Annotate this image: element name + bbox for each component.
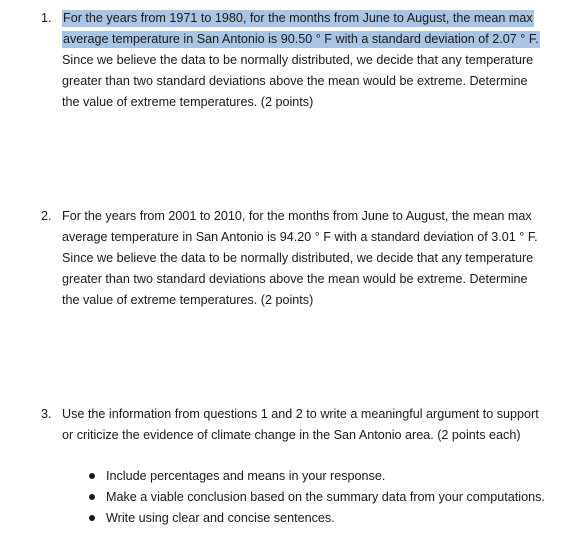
question-2-line-1: For the years from 2001 to 2010, for the months from June to August, the mean max: [62, 209, 532, 223]
question-1-line-2-selected[interactable]: average temperature in San Antonio is 90.50 ° F with a standard deviation of 2.07 ° F.: [63, 32, 539, 46]
question-1-line-4: greater than two standard deviations above the mean would be extreme. Determine: [62, 74, 528, 88]
question-1-text: [62, 8, 582, 113]
question-2-text: [62, 206, 582, 311]
question-2-line-3: Since we believe the data to be normally distributed, we decide that any temperature: [62, 251, 534, 265]
question-1-line-2[interactable]: [62, 29, 582, 50]
question-2-line-4: greater than two standard deviations above the mean would be extreme. Determine: [62, 272, 528, 286]
question-1-line-1-selected[interactable]: For the years from 1971 to 1980, for the months from June to August, the mean max: [63, 11, 533, 25]
question-2-line-5: the value of extreme temperatures. (2 points): [62, 293, 314, 307]
bullet-dot-icon: [89, 494, 95, 500]
bullet-text: Write using clear and concise sentences.: [106, 511, 335, 525]
question-2-line-2: average temperature in San Antonio is 94.20 ° F with a standard deviation of 3.01 ° F.: [62, 230, 538, 244]
bullet-item: [0, 466, 588, 487]
question-3-line-2: or criticize the evidence of climate change in the San Antonio area. (2 points each): [62, 428, 521, 442]
question-1-line-5: the value of extreme temperatures. (2 points): [62, 95, 314, 109]
question-1-line-3: Since we believe the data to be normally distributed, we decide that any temperature: [62, 53, 534, 67]
question-1-line-1[interactable]: [62, 8, 582, 29]
bullet-dot-icon: [89, 473, 95, 479]
question-1-number: 1.: [41, 11, 52, 25]
question-2-number: 2.: [41, 209, 52, 223]
bullet-item: [0, 487, 588, 508]
bullet-text: Include percentages and means in your response.: [106, 469, 386, 483]
question-3-number: 3.: [41, 407, 52, 421]
question-3-text: [62, 404, 582, 446]
bullet-text: Make a viable conclusion based on the summary data from your computations.: [106, 490, 545, 504]
bullet-dot-icon: [89, 515, 95, 521]
bullet-item: [0, 508, 588, 529]
question-3-line-1: Use the information from questions 1 and 2 to write a meaningful argument to support: [62, 407, 539, 421]
